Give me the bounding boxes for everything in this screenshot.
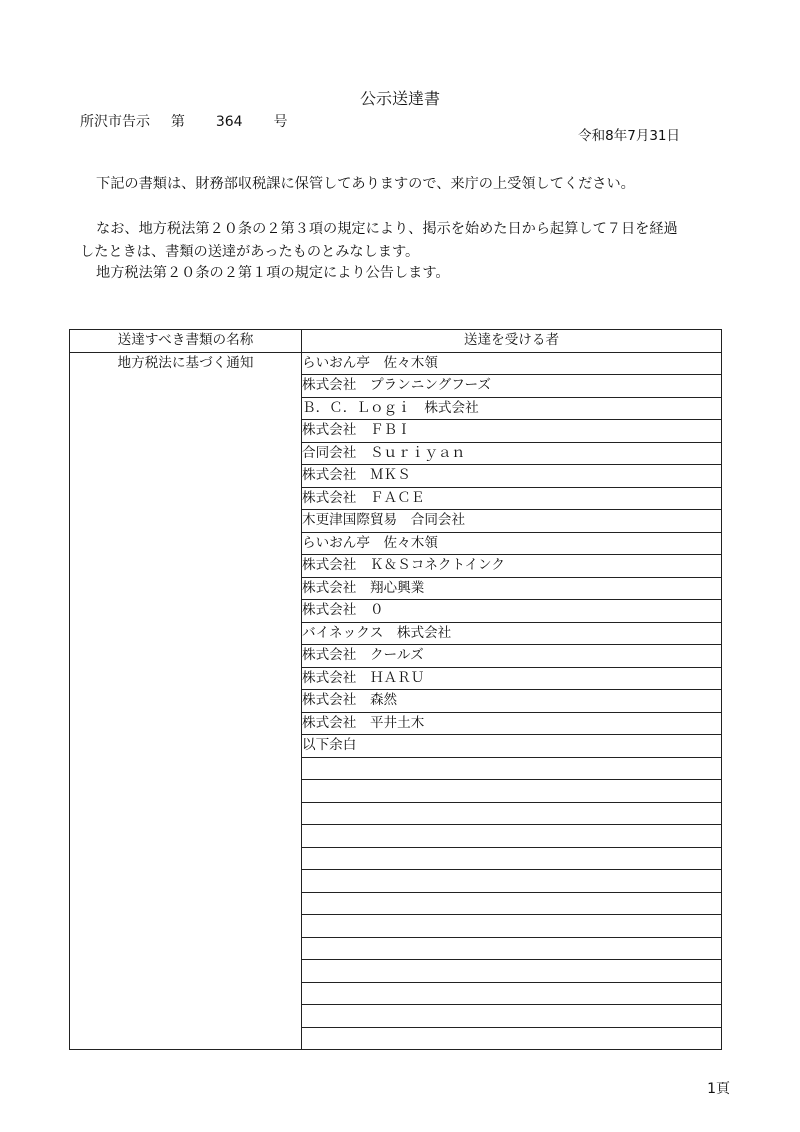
recipient-cell: 株式会社 Ｋ＆Ｓコネクトインク: [302, 555, 722, 578]
recipient-cell: 株式会社 翔心興業: [302, 577, 722, 600]
recipient-cell: らいおん亭 佐々木領: [302, 352, 722, 375]
paragraph-deemed-delivery: [80, 218, 728, 263]
recipient-cell: バイネックス 株式会社: [302, 622, 722, 645]
paragraph-public-notice: 地方税法第２０条の２第１項の規定により公告します。: [96, 265, 450, 281]
recipient-cell: 株式会社 ＨＡＲＵ: [302, 667, 722, 690]
recipient-cell: 合同会社 Ｓｕｒｉｙａｎ: [302, 442, 722, 465]
recipient-cell: 木更津国際貿易 合同会社: [302, 510, 722, 533]
recipient-cell: [302, 1027, 722, 1050]
recipient-cell: らいおん亭 佐々木領: [302, 532, 722, 555]
notice-prefix: 所沢市告示: [80, 114, 150, 130]
recipient-cell: 株式会社 ＭＫＳ: [302, 465, 722, 488]
header-document-name: 送達すべき書類の名称: [70, 330, 302, 353]
recipient-cell: 以下余白: [302, 735, 722, 758]
recipient-cell: [302, 802, 722, 825]
paragraph-deemed-delivery-line2: したときは、書類の送達があったものとみなします。: [80, 243, 420, 260]
recipient-cell: [302, 825, 722, 848]
notice-number: 364: [215, 114, 243, 130]
document-title: 公示送達書: [359, 89, 440, 108]
paragraph-deemed-delivery-line1: なお、地方税法第２０条の２第３項の規定により、掲示を始めた日から起算して７日を経過: [96, 221, 678, 237]
document-name-cell: 地方税法に基づく通知: [70, 352, 302, 1050]
header-recipient: 送達を受ける者: [302, 330, 722, 353]
recipient-cell: 株式会社 平井土木: [302, 712, 722, 735]
recipient-cell: 株式会社 森然: [302, 690, 722, 713]
recipient-cell: 株式会社 ０: [302, 600, 722, 623]
recipient-cell: [302, 780, 722, 803]
table-body: [70, 352, 722, 1050]
recipient-cell: Ｂ．Ｃ．Ｌｏｇｉ 株式会社: [302, 397, 722, 420]
page-number: 1頁: [707, 1081, 730, 1097]
recipient-cell: [302, 982, 722, 1005]
notice-date: 令和8年7月31日: [578, 128, 680, 144]
recipient-cell: [302, 892, 722, 915]
recipient-cell: 株式会社 クールズ: [302, 645, 722, 668]
recipient-cell: [302, 937, 722, 960]
recipient-cell: [302, 960, 722, 983]
notice-go: 号: [273, 114, 288, 130]
recipient-cell: [302, 1005, 722, 1028]
recipient-cell: [302, 757, 722, 780]
paragraph-storage: 下記の書類は、財務部収税課に保管してありますので、来庁の上受領してください。: [96, 176, 635, 192]
recipient-cell: [302, 915, 722, 938]
recipient-cell: 株式会社 ＦＢＩ: [302, 420, 722, 443]
delivery-table: [69, 329, 722, 1050]
recipient-cell: 株式会社 プランニングフーズ: [302, 375, 722, 398]
recipient-cell: [302, 870, 722, 893]
notice-dai: 第: [170, 114, 185, 130]
table-row: [70, 352, 722, 375]
recipient-cell: [302, 847, 722, 870]
table-header-row: [70, 330, 722, 353]
recipient-cell: 株式会社 ＦＡＣＥ: [302, 487, 722, 510]
notice-number-line: [80, 111, 287, 131]
